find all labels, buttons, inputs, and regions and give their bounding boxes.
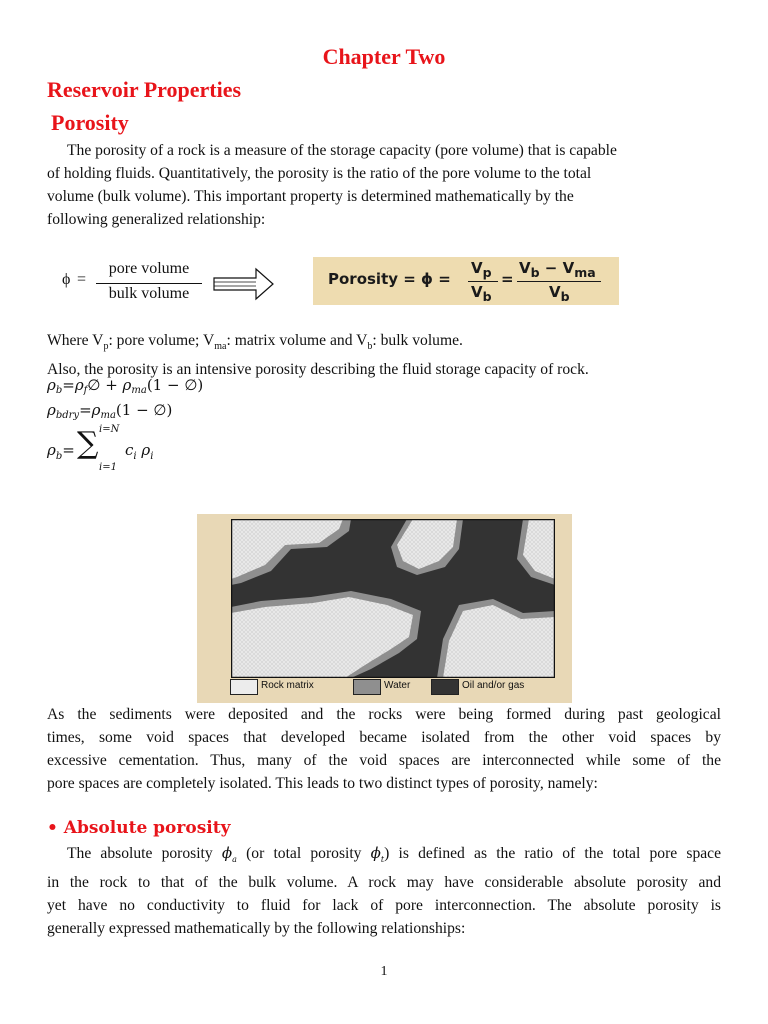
- sedimentation-paragraph: [47, 703, 721, 795]
- formula-word: Porosity = ϕ =: [328, 270, 451, 288]
- legend-swatch: [353, 679, 381, 695]
- intro-line-1: The porosity of a rock is a measure of the storage capacity (pore volume) that is capable: [67, 142, 617, 159]
- also-line: Also, the porosity is an intensive porosity describing the fluid storage capacity of rock.: [47, 361, 589, 379]
- paragraph3-line-1: The absolute porosity $\phi_a$ (or total porosity $\phi_t$) is defined as the ratio of the total pore space: [67, 844, 722, 864]
- porosity-equation-simple: [62, 259, 202, 307]
- formula-bar-2: [517, 281, 601, 282]
- formula-vp: $V_p$: [471, 259, 492, 280]
- paragraph3-line-4: generally expressed mathematically by the following relationships:: [47, 920, 466, 937]
- formula-equals: =: [501, 270, 514, 288]
- paragraph2-line-3: excessive cementation. Thus, many of the void spaces are interconnected while some of the: [47, 752, 721, 769]
- intro-paragraph: [47, 139, 721, 231]
- paragraph3-line-2: in the rock to that of the bulk volume. A rock may have considerable absolute porosity and: [47, 874, 721, 891]
- legend-label: Rock matrix: [261, 680, 314, 691]
- phi-symbol: ϕ: [62, 271, 71, 288]
- intro-line-4: following generalized relationship:: [47, 211, 266, 228]
- sum-term: $c_i$ $\rho_i$: [125, 441, 154, 462]
- formula-bar-1: [468, 281, 498, 282]
- phi-a-symbol: $\phi_a$: [221, 844, 237, 864]
- page-number: 1: [380, 964, 388, 979]
- numerator: pore volume: [108, 260, 190, 277]
- chapter-title: Chapter Two: [322, 44, 446, 69]
- definitions-block: [47, 329, 721, 381]
- density-equation-2: $\rho_{bdry}=\rho_{ma}(1$ − ∅): [47, 401, 173, 421]
- phi-t-symbol: $\phi_t$: [370, 844, 385, 864]
- paragraph2-line-1: As the sediments were deposited and the rocks were being formed during past geological: [47, 706, 721, 723]
- denominator: bulk volume: [108, 285, 190, 302]
- sum-lower-limit: i=1: [99, 462, 117, 473]
- porosity-formula-box: [313, 257, 619, 305]
- subsection-title: Porosity: [51, 110, 129, 135]
- paragraph2-line-2: times, some void spaces that developed became isolated from the other void spaces by: [47, 729, 721, 746]
- section-title: Reservoir Properties: [47, 77, 242, 102]
- sum-upper-limit: i=N: [99, 424, 120, 435]
- absolute-porosity-paragraph: [47, 842, 721, 940]
- porosity-figure: [197, 514, 572, 703]
- equals-sign: =: [77, 271, 87, 288]
- absolute-porosity-heading: • Absolute porosity: [47, 818, 231, 838]
- formula-vb-2: $V_b$: [549, 283, 570, 304]
- intro-line-3: volume (bulk volume). This important property is determined mathematically by the: [47, 188, 574, 205]
- formula-vb: $V_b$: [471, 283, 492, 304]
- legend-swatch: [230, 679, 258, 695]
- density-equation-3: [47, 424, 187, 474]
- intro-line-2: of holding fluids. Quantitatively, the porosity is the ratio of the pore volume to the total: [47, 165, 592, 182]
- rho-b: $\rho_b=$: [47, 441, 75, 462]
- sigma-symbol: ∑: [77, 426, 99, 461]
- paragraph2-line-4: pore spaces are completely isolated. This leads to two distinct types of porosity, namely:: [47, 775, 598, 792]
- definitions-line: Where $V_p$: pore volume; $V_{ma}$: matrix volume and $V_b$: bulk volume.: [47, 332, 463, 353]
- legend-swatch: [431, 679, 459, 695]
- fraction-bar: [96, 283, 202, 284]
- legend-label: Water: [384, 680, 411, 691]
- paragraph3-line-3: yet have no conductivity to fluid for lack of pore interconnection. The absolute porosity is: [47, 897, 721, 914]
- formula-numerator: $V_b - V_{ma}$: [519, 259, 596, 280]
- pore-structure-image: [231, 519, 555, 678]
- density-equation-1: $\rho_b=\rho_f\emptyset + \rho_{ma}(1$ − ∅): [47, 376, 204, 396]
- legend-label: Oil and/or gas: [462, 680, 525, 691]
- right-arrow-icon: [212, 266, 276, 302]
